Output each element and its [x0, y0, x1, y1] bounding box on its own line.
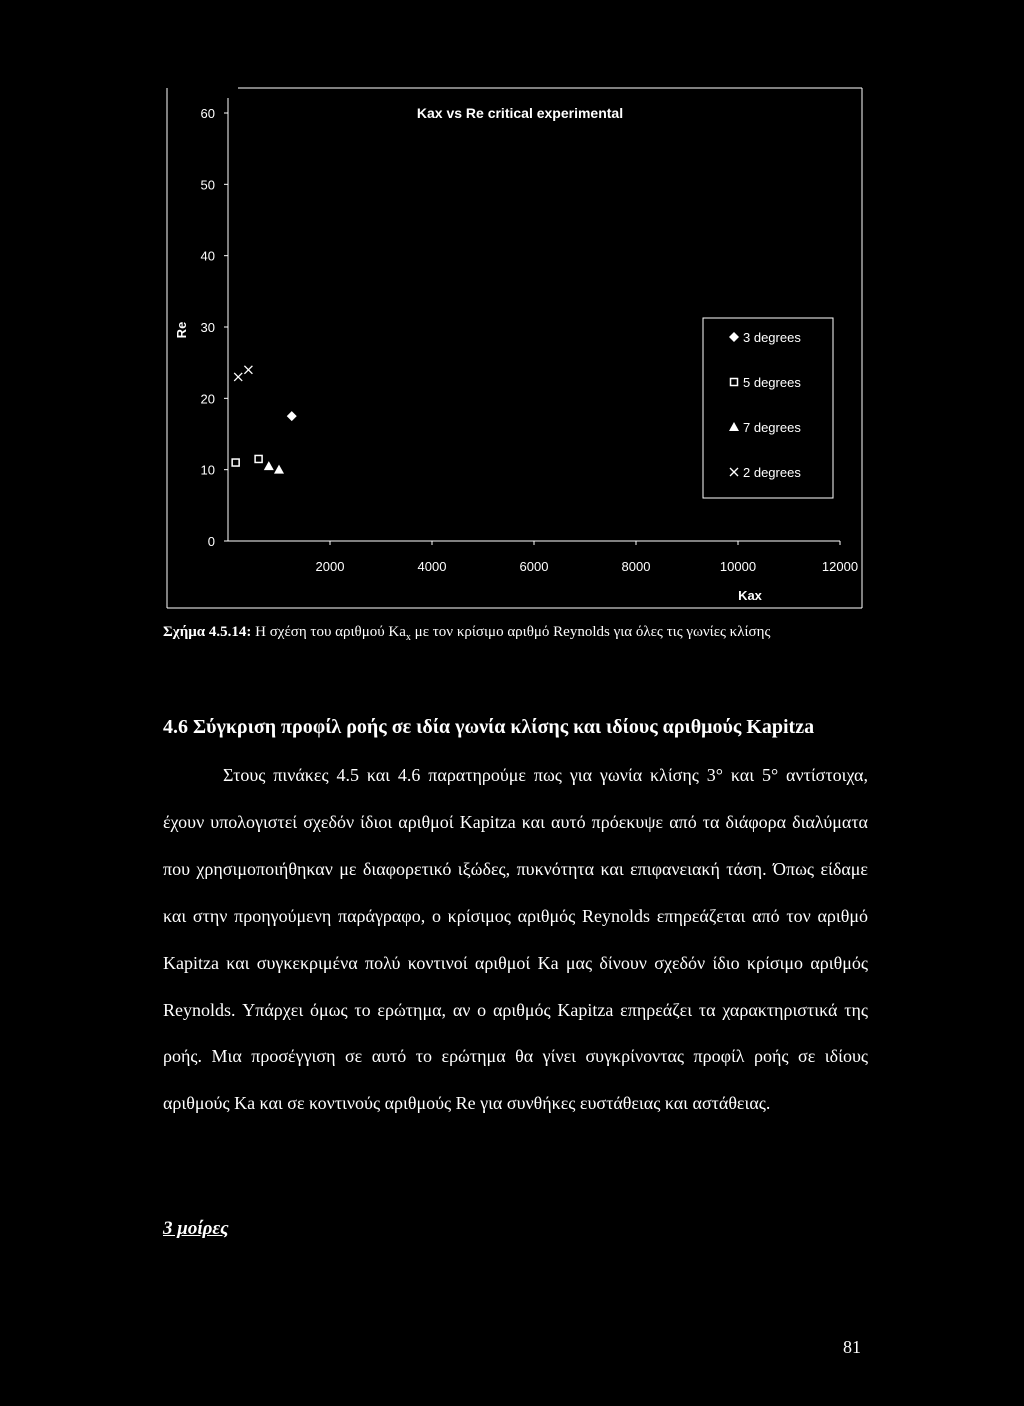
data-point-triangle — [274, 465, 284, 474]
data-point-triangle — [264, 461, 274, 470]
data-point-x — [244, 366, 252, 374]
x-tick-label: 4000 — [417, 559, 447, 574]
y-tick-label: 10 — [200, 462, 215, 478]
legend-label: 2 degrees — [743, 465, 801, 480]
data-points — [232, 366, 297, 474]
data-point-square — [255, 455, 262, 462]
data-point-diamond — [287, 411, 297, 421]
caption-subscript: x — [405, 632, 411, 643]
data-point-x — [234, 373, 242, 381]
y-tick-label: 20 — [200, 391, 215, 407]
caption-label: Σχήμα 4.5.14: — [163, 624, 252, 640]
x-axis-label: Kax — [738, 588, 762, 603]
y-tick-label: 30 — [200, 320, 215, 335]
x-tick-label: 12000 — [821, 559, 859, 574]
chart-svg — [0, 0, 1024, 620]
data-point-square — [232, 459, 239, 466]
y-tick-label: 60 — [200, 106, 215, 121]
paragraph-text: Στους πινάκες 4.5 και 4.6 παρατηρούμε πως για γωνία κλίσης 3° και 5° αντίστοιχα, έχουν υπολογιστεί σχεδόν ίδιοι αριθμοί Kapitza και αυτό πρόεκυψε από τα διάφορα διαλύματα που χρησιμοποιήθηκαν με διαφορετικό ιξώδες, πυκνότητα και επιφανειακή τάση. Όπως είδαμε και στην προηγούμενη παράγραφο, ο κρίσιμος αριθμός Reynolds επηρεάζεται από τον αριθμό Kapitza και συγκεκριμένα πολύ κοντινοί αριθμοί Ka μας δίνουν σχεδόν ίδιο κρίσιμο αριθμός Reynolds. Υπάρχει όμως το ερώτημα, αν ο αριθμός Kapitza επηρεάζει τα χαρακτηριστικά της ροής. Μια προσέγγιση σε αυτό το ερώτημα θα γίνει συγκρίνοντας προφίλ ροής σε ιδίους αριθμούς Ka και σε κοντινούς αριθμούς Re για συνθήκες ευστάθειας και αστάθειας. — [163, 765, 868, 1114]
caption-text: Η σχέση του αριθμού Ka — [251, 624, 406, 640]
y-axis-label: Re — [174, 321, 189, 339]
subheading: 3 μοίρες — [163, 1218, 229, 1239]
x-tick-label: 10000 — [719, 559, 757, 574]
y-tick-label: 0 — [207, 534, 215, 549]
y-tick-label: 40 — [200, 248, 215, 264]
x-tick-label: 6000 — [519, 559, 549, 574]
body-paragraph — [163, 752, 868, 1127]
page-number: 81 — [843, 1337, 861, 1357]
legend-label: 7 degrees — [743, 420, 801, 435]
legend-label: 3 degrees — [743, 330, 801, 345]
chart-figure — [0, 0, 1024, 620]
legend-label: 5 degrees — [743, 375, 801, 390]
y-tick-label: 50 — [200, 177, 215, 193]
x-tick-label: 2000 — [315, 559, 345, 574]
section-heading: 4.6 Σύγκριση προφίλ ροής σε ιδία γωνία κλίσης και ιδίους αριθμούς Kapitza — [163, 716, 815, 738]
figure-caption — [163, 624, 883, 643]
x-tick-label: 8000 — [621, 559, 651, 574]
chart-title: Kax vs Re critical experimental — [416, 105, 624, 121]
legend — [703, 318, 833, 498]
caption-text-after: με τον κρίσιμο αριθμό Reynolds για όλες τις γωνίες κλίσης — [410, 624, 771, 640]
